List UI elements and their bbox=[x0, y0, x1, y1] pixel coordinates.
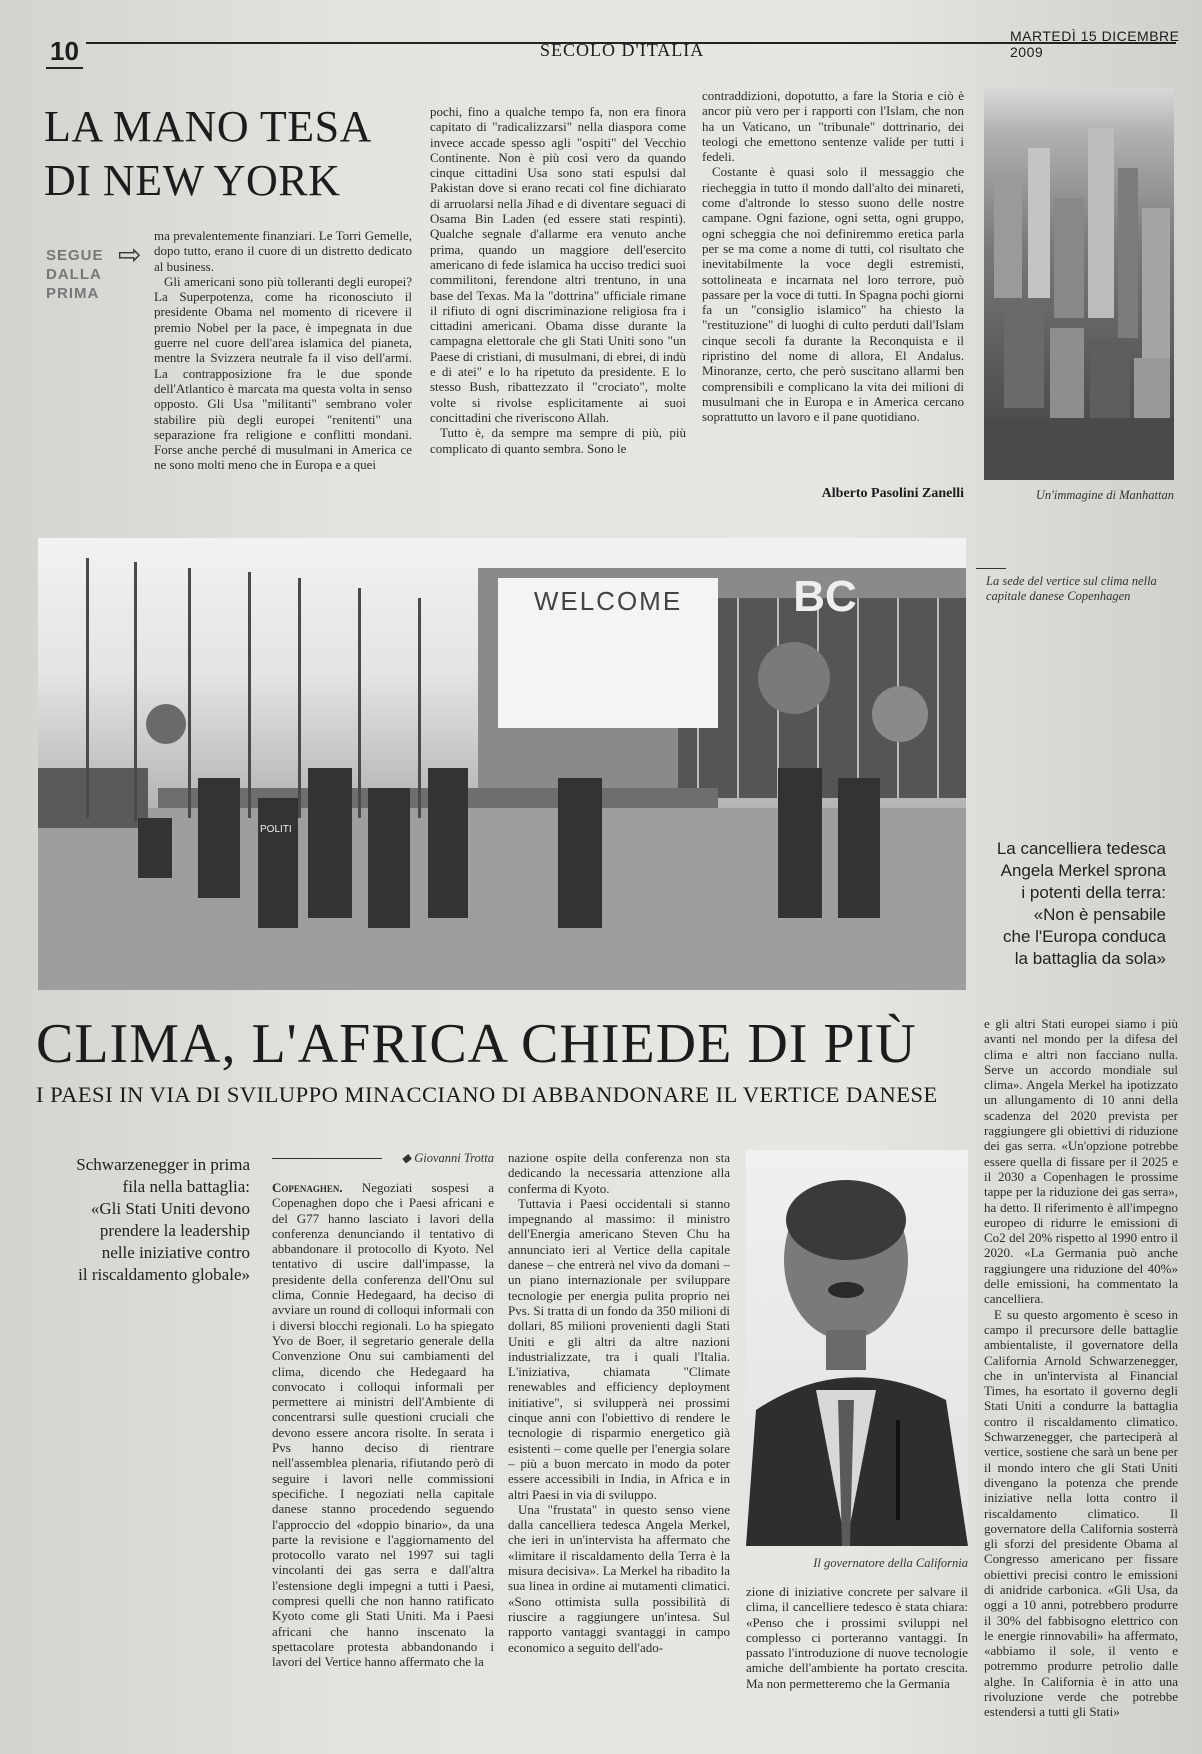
paragraph: pochi, fino a qualche tempo fa, non era finora capitato di "radicalizzarsi" nella diaspora come invece accade spesso agli "ospiti" del Vecchio Continente. Non è più così vero da quando cinque cittadini Usa sono stati espulsi dal Pakistan dove si erano recati col fine dichiarato di arruolarsi nella Jihad e di diventare seguaci di Osama Bin Laden (ed essere stati respinti). Qualche segnale d'allarme era venuto anche prima, quando un maggiore dell'esercito americano di fede islamica ha ucciso tredici suoi commilitoni, ferendone altri trentuno, in una base del Texas. Ma la "dottrina" ufficiale rimane il rifiuto di ogni discriminazione religiosa fra i cittadini americani. Obama disse durante la campagna elettorale che gli Stati Uniti sono "un Paese di cristiani, di musulmani, di ebrei, di indù e di atei" e lo ha ripetuto da presidente. E lo stesso Bush, ribattezzato il "crociato", molte volte si rivolse esplicitamente ai suoi concittadini che riveriscono Allah. bbox=[430, 104, 686, 425]
top-article-col3 bbox=[702, 88, 964, 480]
top-article-author: Alberto Pasolini Zanelli bbox=[821, 486, 964, 501]
bottom-article-col4 bbox=[984, 1016, 1178, 1746]
bottom-headline: CLIMA, L'AFRICA CHIEDE DI PIÙ bbox=[36, 1013, 917, 1075]
copenhagen-summit-photo bbox=[38, 538, 966, 990]
bc-sign: BC bbox=[793, 572, 857, 621]
quote-line: Angela Merkel sprona bbox=[1000, 861, 1166, 880]
bottom-article-col2 bbox=[508, 1150, 730, 1746]
manhattan-caption: Un'immagine di Manhattan bbox=[1035, 488, 1174, 502]
page-number: 10 bbox=[46, 36, 83, 69]
welcome-sign: WELCOME bbox=[533, 586, 683, 616]
quote-line: il riscaldamento globale» bbox=[78, 1265, 250, 1284]
paragraph: e gli altri Stati europei siamo i più avanti nel mondo per la difesa del clima e altri non facciano nulla. Serve un accordo mondiale sul clima». Angela Merkel ha ipotizzato un allungamento di 10 anni della scadenza del 2020 prevista per raggiungere gli obiettivi di riduzione dei gas serra. «Un'opzione potrebbe essere quella di fissare per il 2025 e il 2030 a Copenhagen le prossime tappe per la riduzione dei gas serra», ha detto. Il riferimento è all'impegno europeo di ridurre le emissioni di Co2 del 20% rispetto al 1990 entro il 2020. «La Germania può anche raggiungere una riduzione del 40%» delle emissioni, ha commentato la cancelliera. bbox=[984, 1016, 1178, 1307]
paragraph: Negoziati sospesi a Copenaghen dopo che i Paesi africani e del G77 hanno lasciato i lavori della conferenza denunciando il tentativo di abbandonare il protocollo di Kyoto. Nel tentativo di uscire dall'impasse, la presidente della conferenza dell'Onu sul clima, Connie Hedegaard, ha deciso di avviare un round di colloqui informali con i diversi blocchi regionali. Lo ha spiegato Yvo de Boer, il segretario generale della Convenzione Onu sui cambiamenti del clima, dicendo che Hedegaard ha convocato i colloqui informali per permettere ai ministri dell'Ambiente di concentrarsi sulle questioni cruciali che devono essere ancora risolte. In serata i Pvs hanno deciso di rientrare nell'assemblea plenaria, rifiutando però di seguire i lavori nelle commissioni specifiche. I negoziati nella capitale danese stanno procedendo seguendo l'approccio del «doppio binario», da una parte la revisione e l'aggiornamento del protocollo varato nel 1997 sui tagli vincolanti dei gas serra e dall'altra l'estensione degli impegni a tutti i Paesi, compresi quelli che non hanno ratificato Kyoto come gli Stati Uniti. Ma i Paesi africani che hanno inscenato la spettacolare protesta abbandonando i lavori del Vertice hanno affermato che la bbox=[272, 1180, 494, 1670]
paragraph: Una "frustata" in questo senso viene dalla cancelliera tedesca Angela Merkel, che ieri in un'intervista ha affermato che «limitare il riscaldamento della Terra è la misura decisiva». La Merkel ha ribadito la sua linea in ordine ai mutamenti climatici. «Sono ottimista sulla possibilità di riuscire a raggiungere un'intesa. Sul rapporto vantaggi svantaggi in campo economico a seguito dell'ado- bbox=[508, 1501, 730, 1655]
paragraph: nazione ospite della conferenza non sta dedicando la necessaria attenzione alla conferma di Kyoto. bbox=[508, 1150, 730, 1196]
diamond-icon: ◆ bbox=[401, 1151, 415, 1165]
bottom-article-col1 bbox=[272, 1180, 494, 1746]
bottom-subheadline: I PAESI IN VIA DI SVILUPPO MINACCIANO DI ABBANDONARE IL VERTICE DANESE bbox=[36, 1082, 938, 1107]
paragraph: Tutto è, da sempre ma sempre di più, più complicato di quanto sembra. Sono le bbox=[430, 425, 686, 456]
quote-line: «Non è pensabile bbox=[1033, 905, 1166, 924]
paragraph: zione di iniziative concrete per salvare il clima, il cancelliere tedesco è stata chiara: «Penso che i prossimi sviluppi nel complesso ci porteranno vantaggi. In passato l'introduzione di nuove tecnologie amiche dell'ambiente ha portato crescita. Ma non permetteremo che la Germania bbox=[746, 1584, 968, 1691]
quote-line: «Gli Stati Uniti devono bbox=[90, 1199, 250, 1218]
segue-label: SEGUE DALLA PRIMA bbox=[46, 247, 104, 302]
merkel-pull-quote bbox=[940, 838, 1166, 970]
issue-date: MARTEDÌ 15 DICEMBRE 2009 bbox=[1010, 28, 1180, 60]
top-article-col2 bbox=[430, 104, 686, 520]
schwarzenegger-photo bbox=[746, 1150, 968, 1546]
schwarzenegger-caption: Il governatore della California bbox=[813, 1556, 968, 1570]
dateline: Copenaghen. bbox=[272, 1180, 343, 1195]
quote-line: fila nella battaglia: bbox=[122, 1177, 250, 1196]
main-photo-caption: La sede del vertice sul clima nella capitale danese Copenhagen bbox=[986, 574, 1157, 603]
byline bbox=[272, 1150, 494, 1166]
newspaper-name: SECOLO D'ITALIA bbox=[540, 40, 705, 60]
quote-line: la battaglia da sola» bbox=[1014, 949, 1166, 968]
schwarzenegger-pull-quote bbox=[40, 1154, 250, 1286]
caption-rule bbox=[976, 568, 1006, 569]
quote-line: nelle iniziative contro bbox=[101, 1243, 250, 1262]
top-headline: LA MANO TESA DI NEW YORK bbox=[44, 102, 370, 205]
paragraph: Costante è quasi solo il messaggio che riecheggia in tutto il mondo dall'alto dei minareti, come d'altronde lo stesso suono delle nostre campane. Ogni fazione, ogni setta, ogni gruppo, ogni scheggia che noi definiremmo eretica parla per se ma come a nome di tutti, col risultato che inevitabilmente la voce degli estremisti, sottolineata e incarnata nel loro terrore, può passare per la voce di tutti. In Spagna pochi giorni fa un "consiglio islamico" ha chiesto la "restituzione" di luoghi di culto perduti dall'Islam cinque secoli fa durante la Reconquista e il ripristino del nome di allora, El Andalus. Minoranze, certo, che però suscitano allarmi ben comprensibili e complicano la vita dei milioni di musulmani che in Europa e in America cercano soprattutto un lavoro e il pane quotidiano. bbox=[702, 164, 964, 425]
manhattan-skyline-graphic bbox=[984, 88, 1174, 480]
arrow-right-icon: ⇨ bbox=[118, 238, 142, 271]
paragraph: contraddizioni, dopotutto, a fare la Storia e ciò è ancor più vero per i rapporti con l'Islam, che non ha un Vaticano, un "tribunale" dottrinario, dei teologi che emettono sentenze valide per tutti i fedeli. bbox=[702, 88, 964, 165]
quote-line: prendere la leadership bbox=[99, 1221, 250, 1240]
portrait-graphic bbox=[746, 1150, 968, 1546]
paragraph: Gli americani sono più tolleranti degli europei? La Superpotenza, come ha riconosciuto il presidente Obama nel momento di ricevere il premio Nobel per la pace, è impegnata in due guerre nel cuore dell'area islamica del pianeta, mentre la Svizzera neutrale fa il viso dell'armi. La contrapposizione fra le due sponde dell'Atlantico è marcata ma questa volta in senso opposto. Gli Usa "militanti" sembrano voler stabilire più degli europei "renitenti" una separazione fra religione e conflitti mondani. Forse anche perché di musulmani in America ce ne sono molti meno che in Europa e a quei bbox=[154, 273, 412, 473]
manhattan-photo bbox=[984, 88, 1174, 480]
quote-line: che l'Europa conduca bbox=[1003, 927, 1166, 946]
top-article-col1 bbox=[154, 228, 412, 520]
byline-author: Giovanni Trotta bbox=[414, 1151, 494, 1165]
quote-line: Schwarzenegger in prima bbox=[76, 1155, 250, 1174]
paragraph: E su questo argomento è sceso in campo il precursore delle battaglie ambientaliste, il governatore della California Arnold Schwarzenegger, che in un'intervista al Financial Times, ha esortato il governo degli Stati Uniti a condurre la battaglia contro il riscaldamento climatico. Schwarzenegger, che parteciperà al vertice, sostiene che sarà un bene per il mondo intero che gli Stati Uniti divengano la potenza che prende iniziative nella lotta contro il riscaldamento climatico. Il governatore della California sosterrà gli sforzi del presidente Obama al Congresso americano per fissare obiettivi precisi contro le emissioni di anidride carbonica. «Gli Usa, da oggi a 10 anni, potrebbero produrre il 30% del fabbisogno elettrico con le energie rinnovabili» ha affermato, «abbiamo il sole, il vento e potremmo produrre petrolio dalle alghe. In California è in atto una rivoluzione verde che potrebbe estendersi a tutti gli Stati» bbox=[984, 1306, 1178, 1720]
paragraph: Tuttavia i Paesi occidentali si stanno impegnando al massimo: il ministro dell'Energia americano Steven Chu ha annunciato ieri al Vertice della capitale danese – che entrerà nel vivo da domani – un piano internazionale per sviluppare tecnologie per energia pulita proprio nei Pvs. Si tratta di un fondo da 350 milioni di dollari, 85 milioni provenienti dagli Stati Uniti e gli altri da altre nazioni industrializzate, tra i quali l'Italia. L'iniziativa, chiamata "Climate renewables and efficiency deployment initiative", si svilupperà nei prossimi cinque anni con l'obiettivo di rendere le tecnologie di risparmio energetico già esistenti – come quelle per l'energia solare – più a buon mercato in modo da poter essere accessibili in India, in Africa e in altri Paesi in via di sviluppo. bbox=[508, 1195, 730, 1502]
quote-line: i potenti della terra: bbox=[1021, 883, 1166, 902]
quote-line: La cancelliera tedesca bbox=[996, 839, 1166, 858]
police-vest-label: POLITI bbox=[260, 824, 292, 835]
paragraph: ma prevalentemente finanziari. Le Torri Gemelle, dopo tutto, erano il cuore di un distretto dedicato al business. bbox=[154, 228, 412, 274]
bottom-article-col3 bbox=[746, 1584, 968, 1746]
